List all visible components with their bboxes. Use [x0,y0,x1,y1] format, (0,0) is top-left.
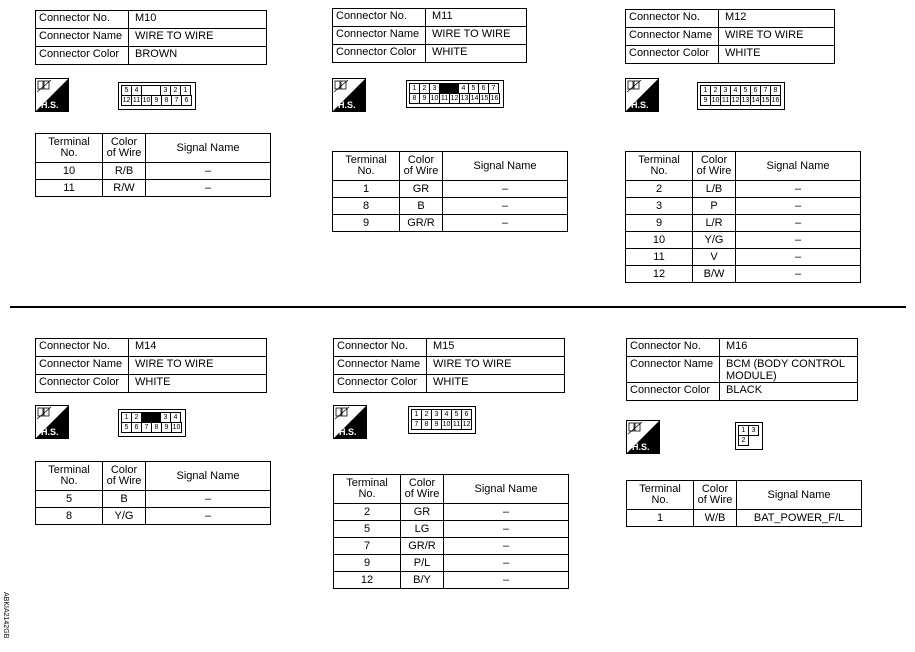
connector-info-table [332,8,527,63]
label-connector-color: Connector Color [627,383,720,401]
terminal-no: 12 [334,572,401,589]
pin: 10 [142,97,151,104]
label-connector-name: Connector Name [627,357,720,383]
label-connector-no: Connector No. [627,339,720,357]
pin: 3 [160,85,171,96]
pin: 12 [462,421,471,428]
svg-text:H.S.: H.S. [41,100,59,110]
signal-name: – [444,538,569,555]
wire-color: Y/G [693,232,736,249]
label-connector-color: Connector Color [36,47,129,65]
signal-name: – [444,555,569,572]
pin: 7 [141,422,152,433]
header-terminal-no: Terminal No. [36,462,103,491]
terminal-table [626,480,862,527]
connector-face-diagram [735,422,763,450]
pin: 2 [131,412,142,423]
connector-face-diagram [118,82,196,110]
table-row [334,538,569,555]
signal-name: – [736,215,861,232]
connector-info-table [35,10,267,65]
label-connector-color: Connector Color [334,375,427,393]
connector-name: WIRE TO WIRE [427,357,565,375]
wire-color: B [400,198,443,215]
table-row [333,215,568,232]
pin: 9 [419,93,430,104]
pin: 2 [421,409,432,420]
connector-info-table [35,338,267,393]
pin: 3 [160,412,171,423]
pin: 7 [411,419,422,430]
terminal-no: 8 [333,198,400,215]
pin: 11 [721,97,730,104]
connector-no: M12 [719,10,835,28]
connector-name: WIRE TO WIRE [129,29,267,47]
terminal-no: 10 [626,232,693,249]
header-terminal-no: Terminal No. [36,134,103,163]
header-signal-name: Signal Name [146,462,271,491]
pin: 9 [700,95,711,106]
pin: 16 [490,95,499,102]
connector-face-diagram [408,406,476,434]
pin: 1 [700,85,711,96]
pin: 2 [170,85,181,96]
header-color-of-wire: Color of Wire [103,462,146,491]
terminal-table [332,151,568,232]
connector-face-diagram [406,80,504,108]
wire-color: B/W [693,266,736,283]
svg-text:H.S.: H.S. [632,442,650,452]
connector-no: M10 [129,11,267,29]
header-color-of-wire: Color of Wire [694,481,737,510]
header-signal-name: Signal Name [443,152,568,181]
pin: 8 [770,85,781,96]
pin: 1 [738,425,749,436]
svg-text:H.S.: H.S. [631,100,649,110]
terminal-no: 1 [333,181,400,198]
wire-color: GR [401,504,444,521]
label-connector-no: Connector No. [36,11,129,29]
pin: 11 [132,97,141,104]
pin: 9 [431,419,442,430]
table-row [626,266,861,283]
label-connector-name: Connector Name [333,27,426,45]
pin: 4 [170,412,181,423]
pin: 10 [430,95,439,102]
pin: 5 [121,85,132,96]
pin: 3 [429,83,440,94]
pin: 10 [172,424,181,431]
pin: 8 [151,422,162,433]
connector-face-diagram [697,82,785,110]
table-row [334,572,569,589]
pin: 11 [440,95,449,102]
pin: 4 [458,83,469,94]
pin: 2 [419,83,430,94]
connector-color: BROWN [129,47,267,65]
pin: 6 [461,409,472,420]
signal-name: – [444,504,569,521]
terminal-table [625,151,861,283]
connector-color: WHITE [426,45,527,63]
pin: 5 [451,409,462,420]
connector-name: WIRE TO WIRE [719,28,835,46]
label-connector-color: Connector Color [36,375,129,393]
signal-name: – [146,491,271,508]
wire-color: L/R [693,215,736,232]
pin: 15 [761,97,770,104]
table-row [626,249,861,266]
harness-side-icon [35,78,69,112]
table-row [333,198,568,215]
harness-side-icon [625,78,659,112]
signal-name: – [146,180,271,197]
label-connector-name: Connector Name [36,357,129,375]
signal-name: – [736,181,861,198]
pin: 8 [161,95,172,106]
pin: 12 [450,95,459,102]
wire-color: W/B [694,510,737,527]
terminal-no: 3 [626,198,693,215]
wire-color: B/Y [401,572,444,589]
signal-name: – [736,266,861,283]
harness-side-icon [35,405,69,439]
section-divider [10,306,906,308]
pin: 13 [741,97,750,104]
wire-color: R/W [103,180,146,197]
header-color-of-wire: Color of Wire [693,152,736,181]
connector-color: WHITE [129,375,267,393]
pin: 16 [771,97,780,104]
signal-name: – [736,198,861,215]
signal-name: – [146,508,271,525]
terminal-no: 1 [627,510,694,527]
wire-color: B [103,491,146,508]
table-row [36,491,271,508]
pin: 1 [409,83,420,94]
connector-name: WIRE TO WIRE [426,27,527,45]
wire-color: GR/R [401,538,444,555]
terminal-no: 12 [626,266,693,283]
header-terminal-no: Terminal No. [626,152,693,181]
pin: 5 [740,85,751,96]
terminal-table [333,474,569,589]
pin: 5 [468,83,479,94]
terminal-no: 9 [333,215,400,232]
terminal-no: 10 [36,163,103,180]
pin: 7 [488,83,499,94]
table-row [334,521,569,538]
connector-color: WHITE [719,46,835,64]
terminal-no: 5 [334,521,401,538]
table-row [627,510,862,527]
label-connector-name: Connector Name [36,29,129,47]
connector-face-diagram [118,409,186,437]
wire-color: LG [401,521,444,538]
wire-color: P [693,198,736,215]
svg-text:H.S.: H.S. [41,427,59,437]
label-connector-color: Connector Color [333,45,426,63]
connector-info-table [625,9,835,64]
connector-name: BCM (BODY CONTROL MODULE) [720,357,858,383]
signal-name: – [146,163,271,180]
pin: 2 [738,435,749,446]
label-connector-no: Connector No. [334,339,427,357]
pin: 6 [131,422,142,433]
wire-color: R/B [103,163,146,180]
pin: 8 [409,93,420,104]
pin: 14 [470,95,479,102]
signal-name: – [444,572,569,589]
figure-code: ABKIA2142GB [2,592,9,639]
terminal-no: 2 [626,181,693,198]
table-row [334,504,569,521]
pin: 3 [431,409,442,420]
pin: 8 [421,419,432,430]
pin: 9 [161,422,172,433]
pin: 1 [121,412,132,423]
signal-name: – [443,198,568,215]
header-color-of-wire: Color of Wire [401,475,444,504]
pin: 3 [748,425,759,436]
terminal-no: 5 [36,491,103,508]
terminal-no: 7 [334,538,401,555]
connector-no: M15 [427,339,565,357]
pin: 6 [478,83,489,94]
pin: 3 [720,85,731,96]
label-connector-color: Connector Color [626,46,719,64]
pin: 15 [480,95,489,102]
pin: 9 [151,95,162,106]
terminal-no: 11 [626,249,693,266]
table-row [36,163,271,180]
terminal-no: 11 [36,180,103,197]
header-signal-name: Signal Name [444,475,569,504]
header-signal-name: Signal Name [737,481,862,510]
connector-no: M16 [720,339,858,357]
connector-info-table [626,338,858,401]
connector-no: M11 [426,9,527,27]
connector-color: WHITE [427,375,565,393]
wire-color: GR/R [400,215,443,232]
signal-name: – [736,232,861,249]
terminal-no: 8 [36,508,103,525]
connector-color: BLACK [720,383,858,401]
pin: 4 [131,85,142,96]
pin: 1 [411,409,422,420]
signal-name: – [736,249,861,266]
pin: 10 [711,97,720,104]
connector-name: WIRE TO WIRE [129,357,267,375]
connector-info-table [333,338,565,393]
header-signal-name: Signal Name [146,134,271,163]
terminal-no: 2 [334,504,401,521]
table-row [36,508,271,525]
harness-side-icon [626,420,660,454]
pin: 7 [760,85,771,96]
pin: 13 [460,95,469,102]
signal-name: – [443,181,568,198]
table-row [334,555,569,572]
label-connector-name: Connector Name [334,357,427,375]
pin: 6 [181,95,192,106]
pin: 7 [171,95,182,106]
terminal-no: 9 [626,215,693,232]
header-color-of-wire: Color of Wire [400,152,443,181]
pin: 11 [452,421,461,428]
table-row [626,181,861,198]
pin: 6 [750,85,761,96]
pin: 10 [442,421,451,428]
harness-side-icon [333,405,367,439]
table-row [333,181,568,198]
svg-text:H.S.: H.S. [338,100,356,110]
pin: 4 [730,85,741,96]
signal-name: – [444,521,569,538]
pin: 2 [710,85,721,96]
wire-color: V [693,249,736,266]
wire-color: L/B [693,181,736,198]
wire-color: P/L [401,555,444,572]
terminal-table [35,133,271,197]
table-row [36,180,271,197]
pin: 14 [751,97,760,104]
pin: 5 [121,422,132,433]
pin: 12 [122,97,131,104]
pin: 1 [180,85,191,96]
header-color-of-wire: Color of Wire [103,134,146,163]
label-connector-no: Connector No. [333,9,426,27]
terminal-no: 9 [334,555,401,572]
signal-name: – [443,215,568,232]
harness-side-icon [332,78,366,112]
header-terminal-no: Terminal No. [333,152,400,181]
label-connector-name: Connector Name [626,28,719,46]
wire-color: Y/G [103,508,146,525]
connector-no: M14 [129,339,267,357]
header-terminal-no: Terminal No. [334,475,401,504]
pin: 4 [441,409,452,420]
label-connector-no: Connector No. [36,339,129,357]
header-terminal-no: Terminal No. [627,481,694,510]
label-connector-no: Connector No. [626,10,719,28]
table-row [626,232,861,249]
signal-name: BAT_POWER_F/L [737,510,862,527]
header-signal-name: Signal Name [736,152,861,181]
wire-color: GR [400,181,443,198]
table-row [626,215,861,232]
svg-text:H.S.: H.S. [339,427,357,437]
pin: 12 [731,97,740,104]
table-row [626,198,861,215]
terminal-table [35,461,271,525]
